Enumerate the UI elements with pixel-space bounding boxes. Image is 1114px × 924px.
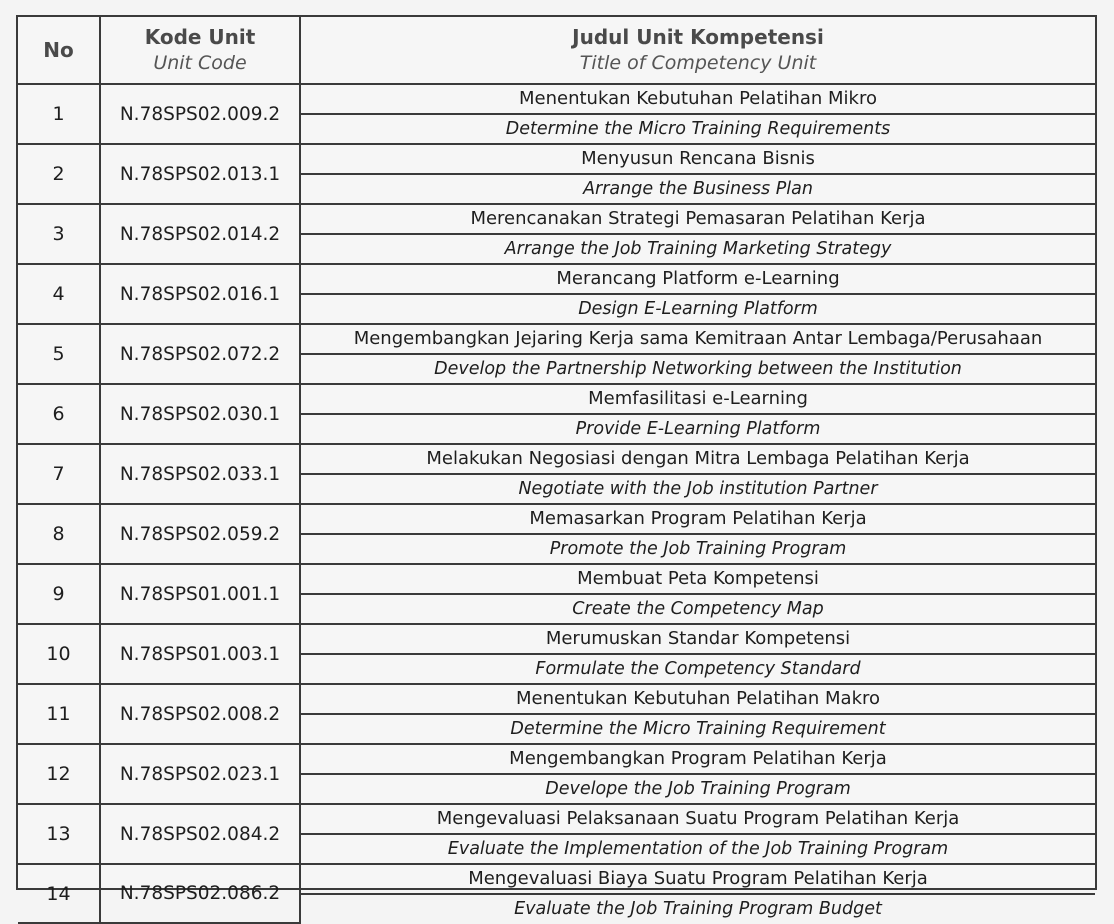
unit-code: N.78SPS02.059.2 <box>100 504 300 564</box>
competency-table <box>18 17 1095 924</box>
unit-title-indonesian: Mengembangkan Jejaring Kerja sama Kemitraan Antar Lembaga/Perusahaan <box>300 324 1095 354</box>
unit-title-indonesian: Mengevaluasi Biaya Suatu Program Pelatihan Kerja <box>300 864 1095 894</box>
unit-code: N.78SPS02.023.1 <box>100 744 300 804</box>
table-row <box>18 384 1095 414</box>
row-number: 2 <box>18 144 100 204</box>
row-number: 6 <box>18 384 100 444</box>
table-row <box>18 444 1095 474</box>
unit-title-english: Evaluate the Implementation of the Job Training Program <box>300 834 1095 864</box>
unit-title-indonesian: Menentukan Kebutuhan Pelatihan Makro <box>300 684 1095 714</box>
header-code-label: Kode Unit <box>144 25 256 49</box>
unit-title-indonesian: Memasarkan Program Pelatihan Kerja <box>300 504 1095 534</box>
unit-code: N.78SPS02.086.2 <box>100 864 300 923</box>
row-number: 14 <box>18 864 100 923</box>
unit-title-indonesian: Merancang Platform e-Learning <box>300 264 1095 294</box>
row-number: 9 <box>18 564 100 624</box>
unit-title-english: Determine the Micro Training Requirements <box>300 114 1095 144</box>
header-code <box>100 17 300 84</box>
row-number: 7 <box>18 444 100 504</box>
unit-title-english: Develop the Partnership Networking between the Institution <box>300 354 1095 384</box>
table-row <box>18 624 1095 654</box>
unit-title-english: Create the Competency Map <box>300 594 1095 624</box>
table-row <box>18 84 1095 114</box>
unit-title-indonesian: Menyusun Rencana Bisnis <box>300 144 1095 174</box>
unit-code: N.78SPS02.033.1 <box>100 444 300 504</box>
table-row <box>18 504 1095 534</box>
table-row <box>18 204 1095 234</box>
table-body <box>18 84 1095 923</box>
unit-code: N.78SPS02.084.2 <box>100 804 300 864</box>
header-title <box>300 17 1095 84</box>
unit-title-english: Arrange the Job Training Marketing Strategy <box>300 234 1095 264</box>
table-row <box>18 804 1095 834</box>
header-code-sublabel: Unit Code <box>153 52 247 74</box>
row-number: 10 <box>18 624 100 684</box>
row-number: 12 <box>18 744 100 804</box>
unit-title-indonesian: Merencanakan Strategi Pemasaran Pelatihan Kerja <box>300 204 1095 234</box>
unit-code: N.78SPS02.009.2 <box>100 84 300 144</box>
header-no-label: No <box>43 38 74 62</box>
table-row <box>18 564 1095 594</box>
unit-title-english: Design E-Learning Platform <box>300 294 1095 324</box>
table-row <box>18 864 1095 894</box>
unit-title-indonesian: Menentukan Kebutuhan Pelatihan Mikro <box>300 84 1095 114</box>
row-number: 3 <box>18 204 100 264</box>
competency-table-frame <box>16 15 1097 919</box>
row-number: 4 <box>18 264 100 324</box>
unit-title-indonesian: Mengevaluasi Pelaksanaan Suatu Program Pelatihan Kerja <box>300 804 1095 834</box>
unit-title-english: Arrange the Business Plan <box>300 174 1095 204</box>
unit-title-indonesian: Merumuskan Standar Kompetensi <box>300 624 1095 654</box>
unit-title-english: Provide E-Learning Platform <box>300 414 1095 444</box>
table-header-row <box>18 17 1095 84</box>
table-row <box>18 324 1095 354</box>
row-number: 11 <box>18 684 100 744</box>
unit-title-english: Promote the Job Training Program <box>300 534 1095 564</box>
row-number: 13 <box>18 804 100 864</box>
table-row <box>18 264 1095 294</box>
table-row <box>18 744 1095 774</box>
unit-code: N.78SPS02.013.1 <box>100 144 300 204</box>
header-title-label: Judul Unit Kompetensi <box>572 25 824 49</box>
unit-title-indonesian: Mengembangkan Program Pelatihan Kerja <box>300 744 1095 774</box>
unit-title-english: Develope the Job Training Program <box>300 774 1095 804</box>
unit-title-english: Evaluate the Job Training Program Budget <box>300 894 1095 923</box>
table-row <box>18 144 1095 174</box>
row-number: 8 <box>18 504 100 564</box>
header-no <box>18 17 100 84</box>
row-number: 5 <box>18 324 100 384</box>
unit-code: N.78SPS01.001.1 <box>100 564 300 624</box>
unit-code: N.78SPS02.014.2 <box>100 204 300 264</box>
unit-title-indonesian: Melakukan Negosiasi dengan Mitra Lembaga Pelatihan Kerja <box>300 444 1095 474</box>
unit-code: N.78SPS01.003.1 <box>100 624 300 684</box>
table-row <box>18 684 1095 714</box>
unit-title-indonesian: Memfasilitasi e-Learning <box>300 384 1095 414</box>
unit-title-english: Negotiate with the Job institution Partner <box>300 474 1095 504</box>
unit-code: N.78SPS02.016.1 <box>100 264 300 324</box>
unit-title-english: Formulate the Competency Standard <box>300 654 1095 684</box>
row-number: 1 <box>18 84 100 144</box>
unit-code: N.78SPS02.072.2 <box>100 324 300 384</box>
unit-code: N.78SPS02.008.2 <box>100 684 300 744</box>
unit-title-english: Determine the Micro Training Requirement <box>300 714 1095 744</box>
header-title-sublabel: Title of Competency Unit <box>579 52 817 74</box>
unit-code: N.78SPS02.030.1 <box>100 384 300 444</box>
unit-title-indonesian: Membuat Peta Kompetensi <box>300 564 1095 594</box>
